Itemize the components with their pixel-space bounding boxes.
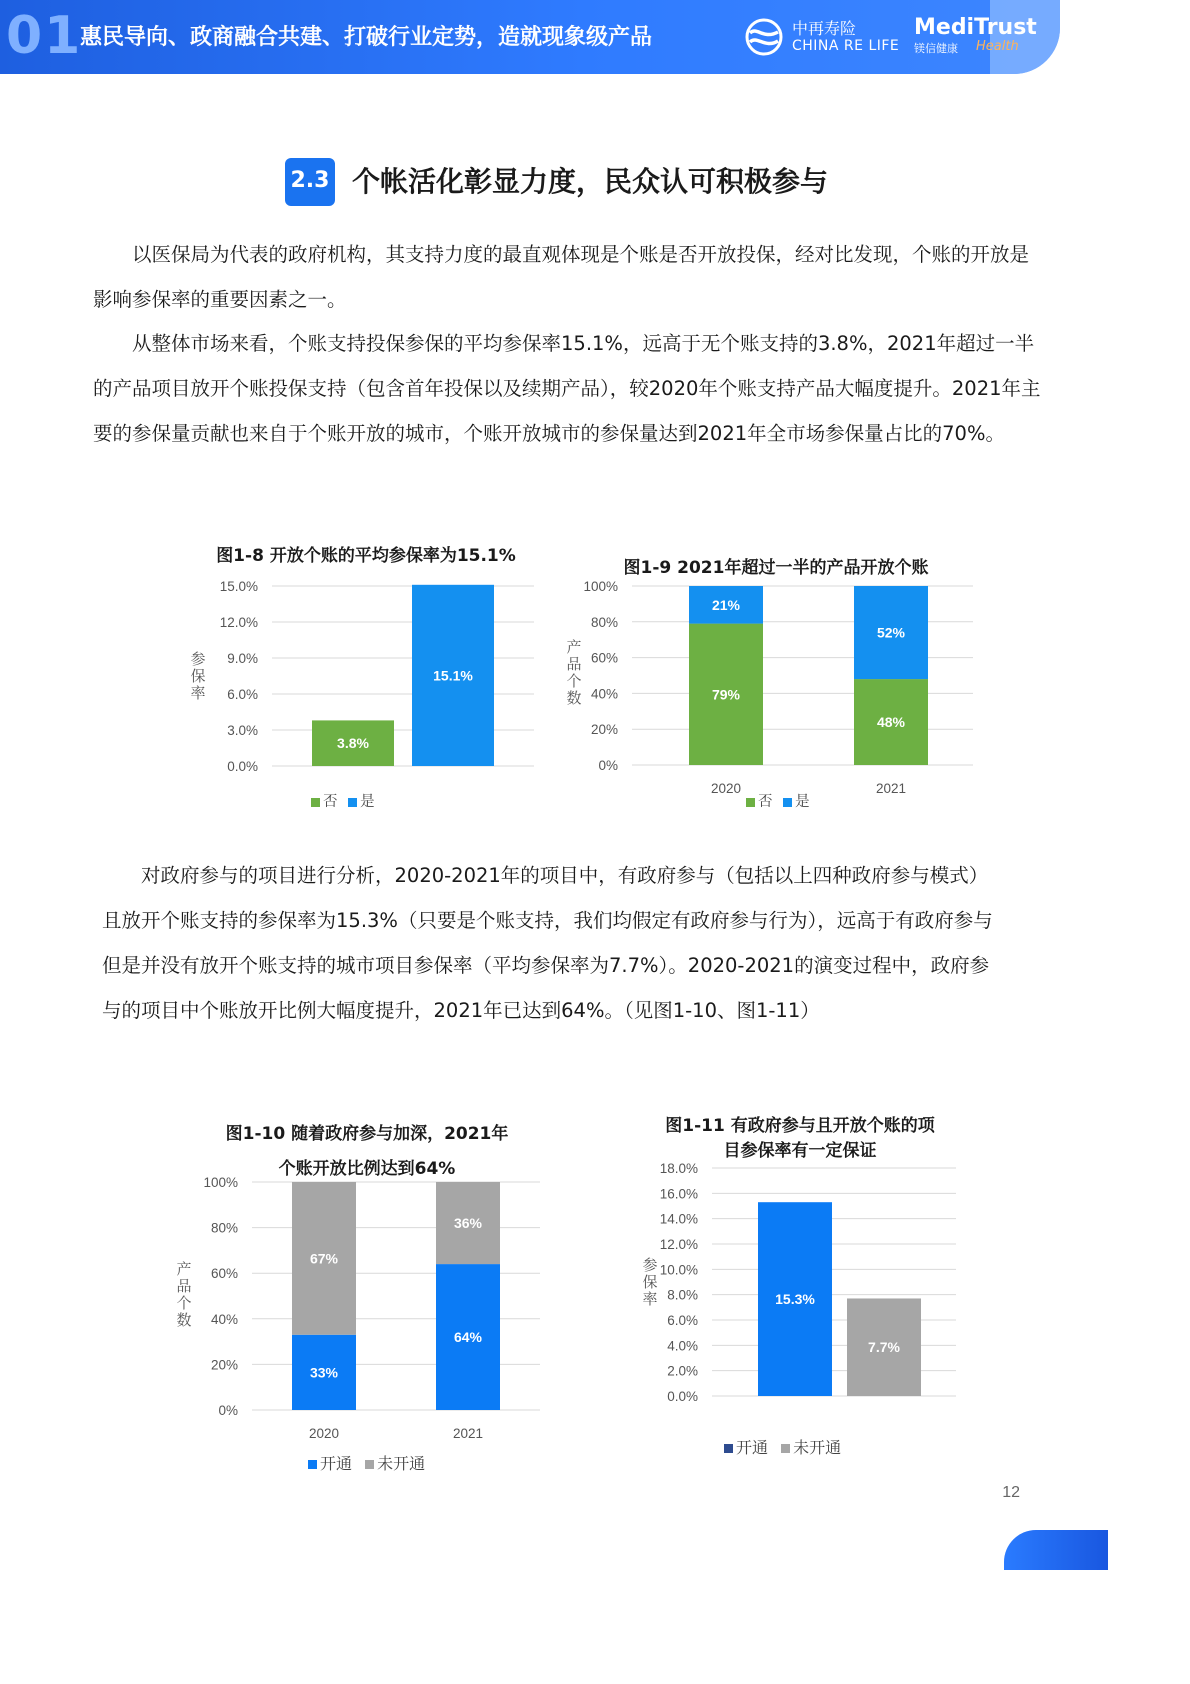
data-label: 52% [876, 624, 906, 641]
y-tick-label: 40% [590, 686, 618, 702]
chart-1-11-legend-closed: 未开通 [793, 1438, 842, 1457]
chart-1-11-ylabel-3: 率 [642, 1290, 658, 1308]
y-tick-label: 100% [203, 1175, 238, 1190]
y-tick-label: 0.0% [227, 759, 258, 774]
meditrust-logo-health: Health [976, 39, 1019, 54]
x-tick-label: 2020 [710, 781, 742, 796]
y-tick-label: 10.0% [659, 1262, 698, 1278]
y-tick-label: 80% [590, 614, 618, 630]
chart-1-8-legend [311, 790, 375, 811]
section-heading: 个帐活化彰显力度，民众认可积极参与 [352, 165, 829, 198]
legend-swatch-no [311, 798, 320, 807]
y-tick-label: 0% [598, 758, 618, 773]
chart-1-9-ylabel-3: 个 [566, 672, 582, 690]
y-tick-label: 4.0% [667, 1338, 698, 1354]
data-label: 7.7% [868, 1339, 900, 1356]
data-label: 48% [876, 714, 906, 731]
y-tick-label: 18.0% [659, 1161, 698, 1176]
y-tick-label: 12.0% [219, 615, 258, 630]
header-banner [0, 0, 1060, 74]
chart-1-8-ylabel-1: 参 [190, 650, 206, 668]
chart-1-8-ylabel-2: 保 [190, 667, 206, 685]
data-label: 64% [453, 1329, 483, 1346]
chinare-logo-cn: 中再寿险 [792, 19, 857, 38]
chart-1-8-legend-yes: 是 [360, 794, 375, 810]
legend-swatch-yes [348, 798, 357, 807]
chart-1-8-legend-no: 否 [323, 794, 338, 810]
y-tick-label: 2.0% [667, 1363, 698, 1379]
y-tick-label: 0.0% [667, 1389, 698, 1404]
y-tick-label: 8.0% [667, 1287, 698, 1303]
chart-1-9-title: 图1-9 2021年超过一半的产品开放个账 [623, 558, 929, 578]
chart-1-9-legend [746, 790, 810, 811]
y-tick-label: 40% [210, 1311, 238, 1327]
data-label: 33% [309, 1364, 339, 1381]
chart-1-8 [180, 572, 550, 782]
footer-tab [1004, 1530, 1108, 1570]
data-label: 15.1% [433, 667, 473, 684]
chart-1-10-ylabel-4: 数 [176, 1311, 192, 1329]
y-tick-label: 0% [218, 1403, 238, 1418]
chart-1-11-title-line2: 目参保率有一定保证 [723, 1141, 877, 1161]
chart-1-11-legend [724, 1435, 841, 1458]
x-tick-label: 2021 [875, 781, 907, 796]
y-tick-label: 60% [210, 1266, 238, 1282]
chart-1-9-legend-no: 否 [758, 794, 773, 810]
chart-1-10-title-line2: 个账开放比例达到64% [278, 1159, 456, 1179]
chart-1-11 [636, 1158, 966, 1408]
page-number: 12 [1002, 1484, 1020, 1501]
data-label: 21% [711, 596, 741, 613]
y-tick-label: 20% [590, 722, 618, 738]
chart-1-11-ylabel-2: 保 [642, 1273, 658, 1291]
legend-swatch-closed [365, 1460, 374, 1469]
section-badge: 2.3 [285, 158, 335, 206]
y-tick-label: 9.0% [227, 651, 258, 666]
y-tick-label: 3.0% [227, 723, 258, 738]
paragraph-1: 以医保局为代表的政府机构，其支持力度的最直观体现是个账是否开放投保，经对比发现，个账的开放是影响参保率的重要因素之一。 [93, 243, 1030, 311]
data-label: 15.3% [775, 1291, 815, 1308]
x-tick-label: 2021 [452, 1426, 484, 1441]
x-tick-label: 2020 [308, 1426, 340, 1441]
chart-1-9-legend-yes: 是 [795, 794, 810, 810]
meditrust-logo-cn: 镁信健康 [914, 42, 958, 55]
data-label: 67% [309, 1250, 339, 1267]
legend-swatch-open [308, 1460, 317, 1469]
chart-1-9-ylabel-4: 数 [566, 689, 582, 707]
chart-1-10-ylabel-1: 产 [176, 1260, 192, 1278]
chart-1-9-ylabel-2: 品 [566, 655, 582, 673]
legend-swatch-closed [781, 1444, 790, 1453]
data-label: 79% [711, 686, 741, 703]
y-tick-label: 6.0% [227, 687, 258, 702]
data-label: 36% [453, 1215, 483, 1232]
chart-1-10-ylabel-2: 品 [176, 1277, 192, 1295]
chart-1-11-ylabel-1: 参 [642, 1256, 658, 1274]
chart-1-8-ylabel-3: 率 [190, 684, 206, 702]
legend-swatch-no [746, 798, 755, 807]
y-tick-label: 80% [210, 1220, 238, 1236]
chart-1-10-ylabel-3: 个 [176, 1294, 192, 1312]
chart-1-10-title-line1: 图1-10 随着政府参与加深，2021年 [225, 1124, 509, 1144]
chart-1-10-legend-open: 开通 [320, 1454, 353, 1473]
chinare-logo-en: CHINA RE LIFE [792, 38, 900, 54]
y-tick-label: 14.0% [659, 1211, 698, 1227]
chart-1-10 [170, 1168, 550, 1448]
data-label: 3.8% [337, 735, 369, 752]
chart-1-9 [558, 572, 988, 802]
header-section-number: 01 [6, 6, 83, 66]
y-tick-label: 100% [583, 579, 618, 594]
paragraph-3: 对政府参与的项目进行分析，2020-2021年的项目中，有政府参与（包括以上四种政府参与模式）且放开个账支持的参保率为15.3%（只要是个账支持，我们均假定有政府参与行为），远高于有政府参与但是并没有放开个账支持的城市项目参保率（平均参保率为7.7%）。2020-2021的演变过程中，政府参与的项目中个账放开比例大幅度提升，2021年已达到64%。（见图1-10、图1-11） [102, 864, 993, 1022]
chart-1-9-ylabel-1: 产 [566, 638, 582, 656]
header-title: 惠民导向、政商融合共建、打破行业定势，造就现象级产品 [80, 25, 653, 50]
chart-1-11-legend-open: 开通 [736, 1438, 769, 1457]
y-tick-label: 15.0% [219, 579, 258, 594]
chart-1-11-title-line1: 图1-11 有政府参与且开放个账的项 [665, 1116, 935, 1136]
chart-1-10-legend-closed: 未开通 [377, 1454, 426, 1473]
y-tick-label: 20% [210, 1357, 238, 1373]
legend-swatch-open [724, 1444, 733, 1453]
y-tick-label: 12.0% [659, 1237, 698, 1252]
legend-swatch-yes [783, 798, 792, 807]
y-tick-label: 60% [590, 650, 618, 666]
chart-1-10-legend [308, 1451, 425, 1474]
y-tick-label: 6.0% [667, 1313, 698, 1328]
chart-1-8-title: 图1-8 开放个账的平均参保率为15.1% [216, 546, 516, 566]
paragraph-2: 从整体市场来看，个账支持投保参保的平均参保率15.1%，远高于无个账支持的3.8%，2021年超过一半的产品项目放开个账投保支持（包含首年投保以及续期产品），较2020年个账支持产品大幅度提升。2021年主要的参保量贡献也来自于个账开放的城市，个账开放城市的参保量达到2021年全市场参保量占比的70%。 [93, 332, 1041, 445]
meditrust-logo: MediTrust [914, 15, 1037, 40]
y-tick-label: 16.0% [659, 1186, 698, 1202]
chinare-logo-icon [745, 18, 783, 56]
